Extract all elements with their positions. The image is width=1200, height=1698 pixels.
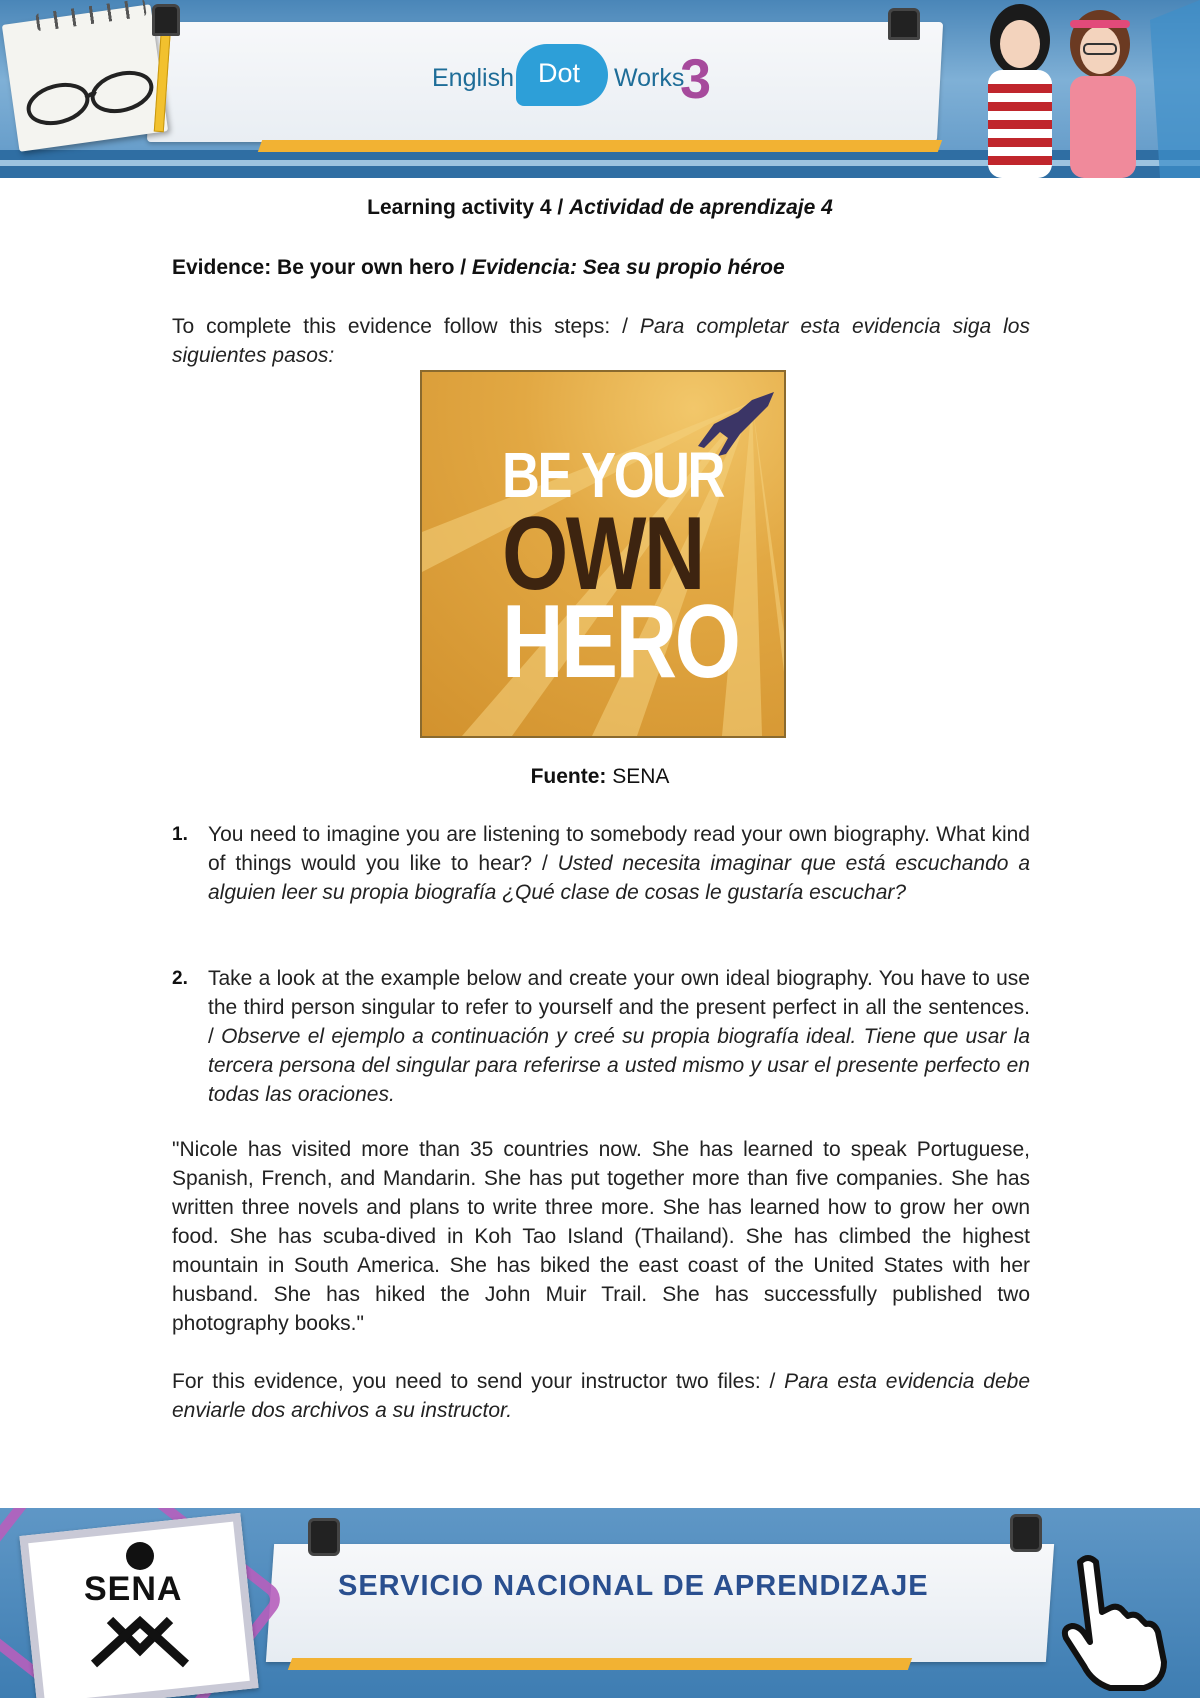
logo-word-english: English: [432, 64, 514, 92]
logo-number: 3: [680, 47, 712, 110]
step-number: 1.: [172, 824, 188, 845]
banner-yellow-stripe: [258, 140, 942, 152]
binder-clip-icon: [152, 4, 180, 36]
poster-line-1: BE YOUR: [502, 439, 723, 511]
source-label: Fuente:: [530, 765, 607, 788]
footer-banner: [0, 1508, 1200, 1698]
binder-clip-icon: [888, 8, 920, 40]
step-english: You need to imagine you are listening to somebody read your own biography. What kind of things would you like to hear? /: [208, 823, 1030, 875]
step-item: [172, 820, 1030, 907]
intro-paragraph: [172, 312, 1030, 370]
evidence-english: Evidence: Be your own hero /: [172, 256, 472, 279]
header-banner: [0, 0, 1200, 178]
footer-yellow-stripe: [288, 1658, 912, 1670]
glasses-icon: [22, 70, 162, 130]
files-paragraph: [172, 1367, 1030, 1425]
binder-clip-icon: [1010, 1514, 1042, 1552]
step-text: [208, 964, 1030, 1109]
characters-illustration: [950, 0, 1200, 178]
be-your-own-hero-poster: [420, 370, 786, 738]
step-number: 2.: [172, 968, 188, 989]
files-spanish: Para esta evidencia debe enviarle dos archivos a su instructor.: [172, 1370, 1030, 1422]
logo-word-works: Works: [614, 64, 685, 92]
example-biography: "Nicole has visited more than 35 countries now. She has learned to speak Portuguese, Spanish, French, and Mandarin. She has put together more than five companies. She has written three novels and plans to write three more. She has learned how to grow her own food. She has scuba-dived in Koh Tao Island (Thailand). She has climbed the highest mountain in South America. She has biked the east coast of the United States with her husband. She has hiked the John Muir Trail. She has successfully published two photography books.": [172, 1138, 1030, 1335]
logo-word-dot: Dot: [538, 58, 581, 88]
step-text: [208, 820, 1030, 907]
step-item: [172, 964, 1030, 1109]
step-spanish: Usted necesita imaginar que está escuchando a alguien leer su propia biografía ¿Qué clase de cosas le gustaría escuchar?: [208, 852, 1031, 904]
step-spanish: Observe el ejemplo a continuación y creé su propia biografía ideal. Tiene que usar la tercera persona del singular para referirse a usted mismo y usar el presente perfecto en todas las oraciones.: [208, 1025, 1031, 1106]
evidence-heading: [172, 256, 785, 280]
intro-english: To complete this evidence follow this steps: /: [172, 315, 640, 338]
title-english: Learning activity 4 /: [367, 196, 570, 219]
source-value: SENA: [606, 765, 670, 788]
pointing-hand-icon: [1040, 1542, 1190, 1692]
footer-card: [266, 1544, 1054, 1662]
step-english: Take a look at the example below and create your own ideal biography. You have to use the third person singular to refer to yourself and the present perfect in all the sentences. /: [208, 967, 1030, 1048]
poster-line-3: HERO: [502, 584, 739, 700]
binder-clip-icon: [308, 1518, 340, 1556]
intro-spanish: Para completar esta evidencia siga los siguientes pasos:: [172, 315, 1030, 367]
poster-line-2: OWN: [502, 496, 704, 612]
image-source: [0, 765, 1200, 789]
footer-title: SERVICIO NACIONAL DE APRENDIZAJE: [338, 1570, 929, 1602]
files-english: For this evidence, you need to send your instructor two files: /: [172, 1370, 785, 1393]
evidence-spanish: Evidencia: Sea su propio héroe: [471, 256, 785, 279]
page-title: [0, 196, 1200, 220]
sena-wordmark: SENA: [84, 1570, 183, 1608]
title-spanish: Actividad de aprendizaje 4: [569, 196, 833, 219]
